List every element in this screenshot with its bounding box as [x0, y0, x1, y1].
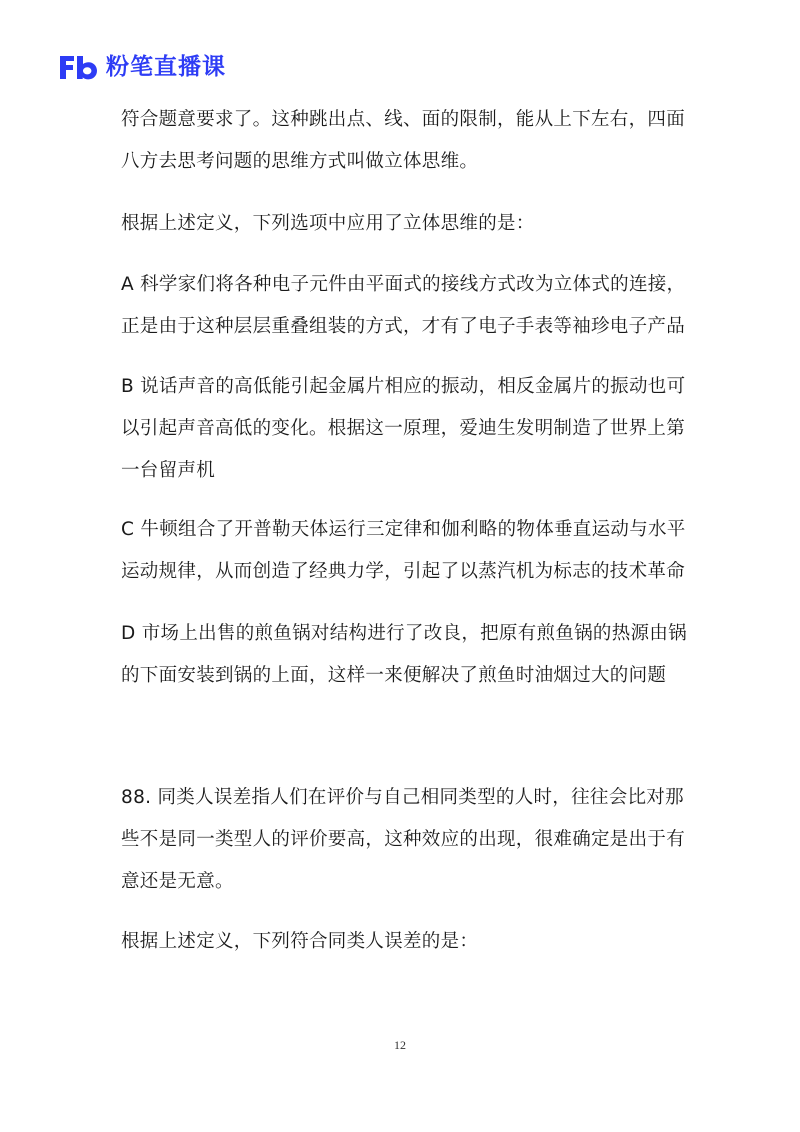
option-a-line: 正是由于这种层层重叠组装的方式，才有了电子手表等袖珍电子产品 — [121, 316, 686, 337]
fenbi-fb-logo-icon — [58, 52, 100, 82]
question-88-prompt-text: 根据上述定义，下列符合同类人误差的是： — [121, 931, 479, 952]
option-d-line: D 市场上出售的煎鱼锅对结构进行了改良，把原有煎鱼锅的热源由锅 — [121, 623, 687, 644]
header-logo — [58, 52, 226, 82]
option-c-line: C 牛顿组合了开普勒天体运行三定律和伽利略的物体垂直运动与水平 — [121, 519, 686, 540]
intro-paragraph — [121, 99, 686, 183]
question-88-line: 些不是同一类型人的评价要高，这种效应的出现，很难确定是出于有 — [121, 829, 686, 850]
question-88-line: 88. 同类人误差指人们在评价与自己相同类型的人时，往往会比对那 — [121, 787, 684, 808]
option-c-line: 运动规律，从而创造了经典力学，引起了以蒸汽机为标志的技术革命 — [121, 561, 686, 582]
option-b-line: 以引起声音高低的变化。根据这一原理，爱迪生发明制造了世界上第 — [121, 418, 686, 439]
question-prompt — [121, 203, 681, 245]
question-88 — [121, 777, 686, 903]
option-c — [121, 509, 686, 593]
intro-line: 符合题意要求了。这种跳出点、线、面的限制，能从上下左右，四面 — [121, 109, 686, 130]
option-d — [121, 613, 687, 697]
option-d-line: 的下面安装到锅的上面，这样一来便解决了煎鱼时油烟过大的问题 — [121, 665, 667, 686]
option-b-line: 一台留声机 — [121, 460, 216, 481]
intro-line: 八方去思考问题的思维方式叫做立体思维。 — [121, 151, 479, 172]
brand-name: 粉笔直播课 — [106, 54, 226, 80]
question-88-line: 意还是无意。 — [121, 871, 234, 892]
option-a-line: A 科学家们将各种电子元件由平面式的接线方式改为立体式的连接， — [121, 274, 686, 295]
question-prompt-text: 根据上述定义，下列选项中应用了立体思维的是： — [121, 213, 535, 234]
option-b — [121, 366, 686, 492]
question-88-prompt — [121, 921, 681, 963]
page-number: 12 — [394, 1038, 406, 1052]
option-a — [121, 264, 686, 348]
option-b-line: B 说话声音的高低能引起金属片相应的振动，相反金属片的振动也可 — [121, 376, 686, 397]
